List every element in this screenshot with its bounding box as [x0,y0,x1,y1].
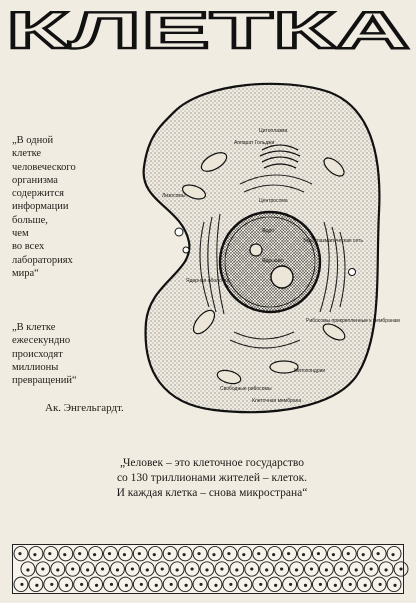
pattern-cell-nucleus [41,567,44,570]
nuclear-membrane-label: Ядерная оболочка [186,278,230,284]
pattern-cell-nucleus [250,567,253,570]
pattern-cell-nucleus [56,568,59,571]
pattern-cell-nucleus [140,583,143,586]
lysosome-label: Лизосомы [162,193,186,199]
pattern-cell-nucleus [153,553,156,556]
pattern-cell-nucleus [229,583,232,586]
pattern-cell-nucleus [212,553,215,556]
pattern-cell-nucleus [33,553,36,556]
pattern-cell-nucleus [205,568,208,571]
cell-state-quote: „Человек – это клеточное государство со 130 триллионами жителей – клеток. И каждая клетка – снова микространа“ [116,457,308,499]
pattern-cell-nucleus [287,552,290,555]
mitochondria-label: Митохондрии [294,368,326,374]
pattern-cell-nucleus [317,552,320,555]
pattern-cell-nucleus [274,584,277,587]
nucleolus [271,266,293,288]
pattern-cell-nucleus [364,584,367,587]
pattern-cell-nucleus [18,552,21,555]
pattern-cell-nucleus [384,568,387,571]
pattern-cell-nucleus [302,553,305,556]
pattern-cell-nucleus [399,567,402,570]
cell-pattern-border [12,544,404,594]
pattern-cell-nucleus [86,568,89,571]
pattern-cell-nucleus [176,568,179,571]
pattern-cell-nucleus [65,584,68,587]
page-title-text: КЛЕТКА [6,2,410,60]
free-ribosomes-label: Свободные рибосомы [220,386,272,392]
pattern-cell-nucleus [161,567,164,570]
pattern-cell-nucleus [310,567,313,570]
pattern-cell-nucleus [197,552,200,555]
pattern-cell-nucleus [93,553,96,556]
pattern-cell-nucleus [235,568,238,571]
pattern-cell-nucleus [35,584,38,587]
pattern-cell-nucleus [50,583,53,586]
transformations-quote: „В клетке ежесекундно происходят миллионы превращений“ [12,322,77,387]
cell-membrane-label: Клеточная мембрана [252,398,302,404]
nucleolus-label: Ядрышко [262,258,284,264]
pattern-cell-nucleus [95,584,98,587]
pattern-cell-nucleus [295,568,298,571]
er-label: Эндоплазматическая сеть [302,238,363,244]
pattern-cell-nucleus [183,553,186,556]
pattern-cell-nucleus [289,583,292,586]
golgi-label: Аппарат Гольджи [234,140,275,146]
pattern-cell-nucleus [391,553,394,556]
pattern-cell-nucleus [355,568,358,571]
pattern-cell-nucleus [377,552,380,555]
pattern-cell-nucleus [123,553,126,556]
pattern-cell-nucleus [370,567,373,570]
pattern-cell-nucleus [325,568,328,571]
pattern-cell-nucleus [20,583,23,586]
ribosomes-label: Рибосомы прикрепленные к мембранам [306,318,400,324]
pattern-cell-nucleus [199,583,202,586]
pattern-cell-nucleus [125,584,128,587]
pattern-cell-nucleus [272,553,275,556]
pattern-cell-nucleus [220,567,223,570]
pattern-cell-nucleus [332,553,335,556]
pattern-cell-nucleus [379,583,382,586]
pattern-cell-nucleus [170,583,173,586]
pattern-cell-nucleus [393,584,396,587]
pattern-cell-nucleus [131,567,134,570]
pattern-cell-nucleus [48,552,51,555]
pattern-cell-nucleus [265,568,268,571]
pattern-cell-nucleus [257,552,260,555]
page-title [2,2,414,60]
pattern-cell-nucleus [319,583,322,586]
pattern-cell-nucleus [349,583,352,586]
pattern-cell-nucleus [244,584,247,587]
cell-diagram [134,72,400,420]
pattern-cell-nucleus [80,583,83,586]
pattern-cell-nucleus [259,583,262,586]
pattern-cell-nucleus [110,583,113,586]
pattern-cell-nucleus [227,552,230,555]
pattern-cell-nucleus [334,584,337,587]
quote-author: Ак. Энгельгардт. [45,402,124,414]
pattern-cell-nucleus [101,567,104,570]
pattern-cell-nucleus [242,553,245,556]
pattern-cell-nucleus [190,567,193,570]
pattern-cell-nucleus [63,553,66,556]
pattern-cell-nucleus [340,567,343,570]
pattern-cell-nucleus [304,584,307,587]
pattern-cell-nucleus [26,568,29,571]
pattern-cell-nucleus [185,584,188,587]
centrosome-label: Центросома [259,198,288,204]
pattern-cell-nucleus [71,567,74,570]
cytoplasm-label: Цитоплазма [259,128,288,134]
nucleus-label: Ядро [262,228,275,234]
pattern-cell-nucleus [280,567,283,570]
pattern-cell-nucleus [78,552,81,555]
nucleolus-small [250,244,262,256]
pattern-cell-nucleus [146,568,149,571]
pattern-cell-nucleus [347,552,350,555]
pattern-cell-nucleus [116,568,119,571]
pattern-cell-nucleus [155,584,158,587]
pattern-cell-nucleus [362,553,365,556]
pattern-cell-nucleus [214,584,217,587]
pattern-cell-nucleus [108,552,111,555]
information-quote: „В одной клетке человеческого организма содержится информации больше, чем во всех лабораториях мира“ [12,135,76,279]
pattern-cell-nucleus [168,552,171,555]
pattern-cell-nucleus [138,552,141,555]
